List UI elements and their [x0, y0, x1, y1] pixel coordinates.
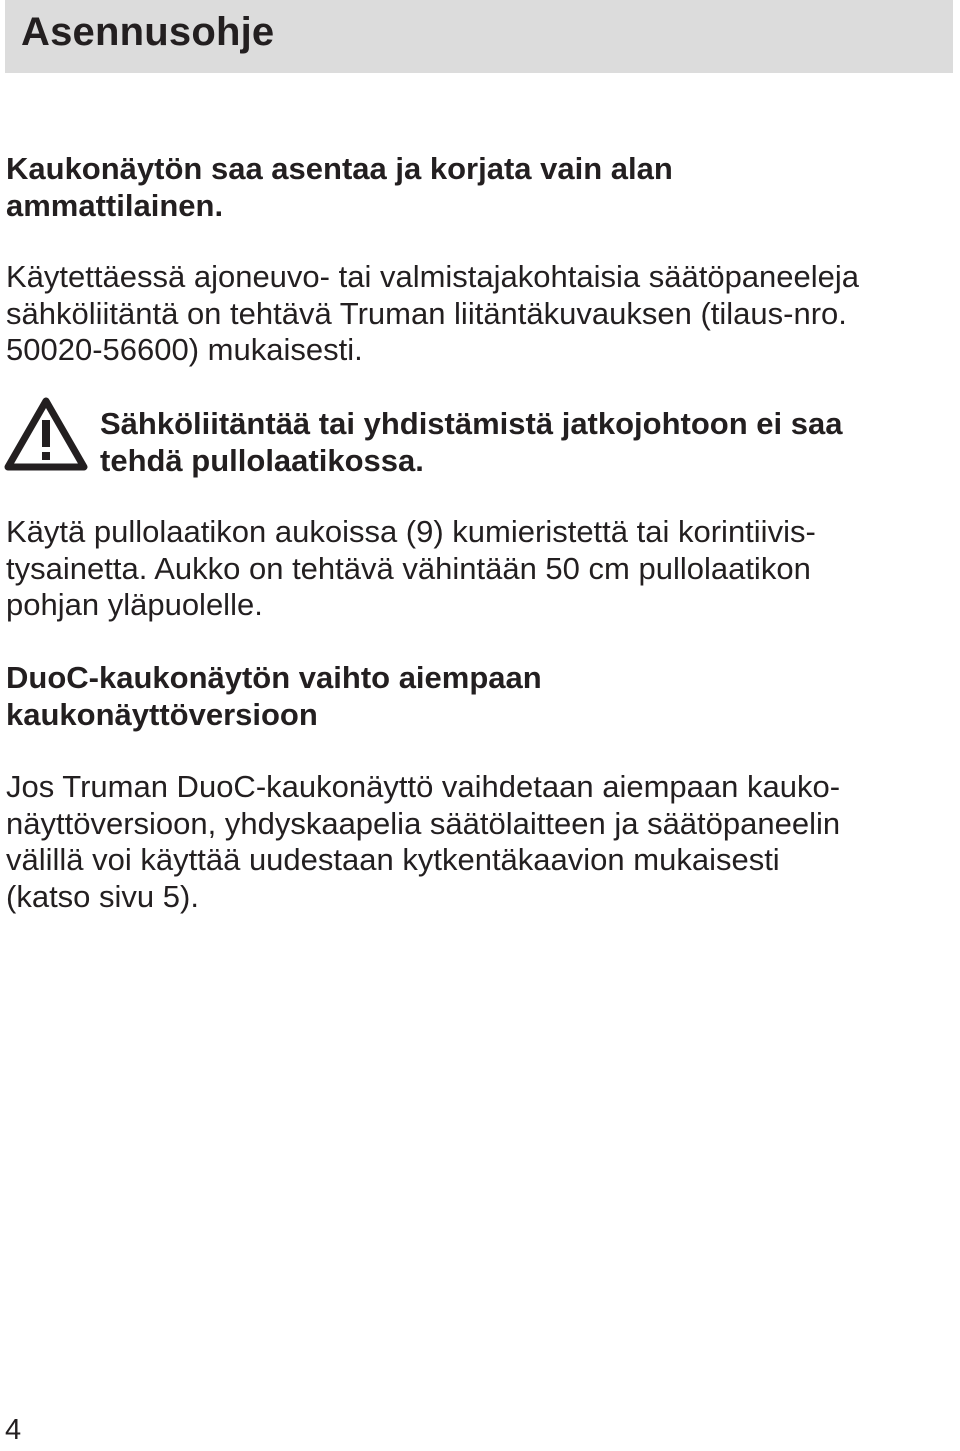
paragraph-line: (katso sivu 5).: [6, 878, 199, 914]
paragraph-line: näyttöversioon, yhdyskaapelia säätölaitteen ja säätöpaneelin: [6, 805, 841, 841]
header-bar: [5, 0, 953, 73]
paragraph-line: välillä voi käyttää uudestaan kytkentäkaavion mukaisesti: [6, 842, 780, 877]
paragraph-line: Käytettäessä ajoneuvo- tai valmistajakohtaisia säätöpaneeleja: [6, 259, 860, 294]
duoc-section-heading: [6, 660, 946, 733]
paragraph-line: Jos Truman DuoC-kaukonäyttö vaihdetaan aiempaan kauko-: [6, 769, 841, 804]
warning-text: [100, 406, 954, 479]
paragraph-line: 50020-56600) mukaisesti.: [6, 332, 363, 367]
paragraph-line: pohjan yläpuolelle.: [6, 587, 263, 622]
electrical-connection-paragraph: [6, 259, 946, 369]
heading-line: DuoC-kaukonäytön vaihto aiempaan: [6, 660, 542, 695]
duoc-paragraph: [6, 769, 946, 915]
page-number: 4: [5, 1414, 22, 1446]
warning-line: tehdä pullolaatikossa.: [100, 442, 424, 478]
qualified-installer-notice: [6, 151, 946, 224]
paragraph-line: sähköliitäntä on tehtävä Truman liitäntäkuvauksen (tilaus-nro.: [6, 295, 847, 331]
warning-triangle-icon: [4, 396, 88, 472]
page-title: Asennusohje: [21, 10, 275, 54]
heading-line: kaukonäyttöversioon: [6, 696, 318, 732]
bottle-box-paragraph: [6, 514, 946, 624]
warning-line: Sähköliitäntää tai yhdistämistä jatkojohtoon ei saa: [100, 406, 843, 441]
notice-line: Kaukonäytön saa asentaa ja korjata vain alan: [6, 151, 673, 186]
warning-block: [4, 396, 954, 476]
paragraph-line: Käytä pullolaatikon aukoissa (9) kumieristettä tai korintiivis-: [6, 514, 816, 549]
notice-line: ammattilainen.: [6, 187, 224, 223]
paragraph-line: tysainetta. Aukko on tehtävä vähintään 50 cm pullolaatikon: [6, 550, 811, 586]
